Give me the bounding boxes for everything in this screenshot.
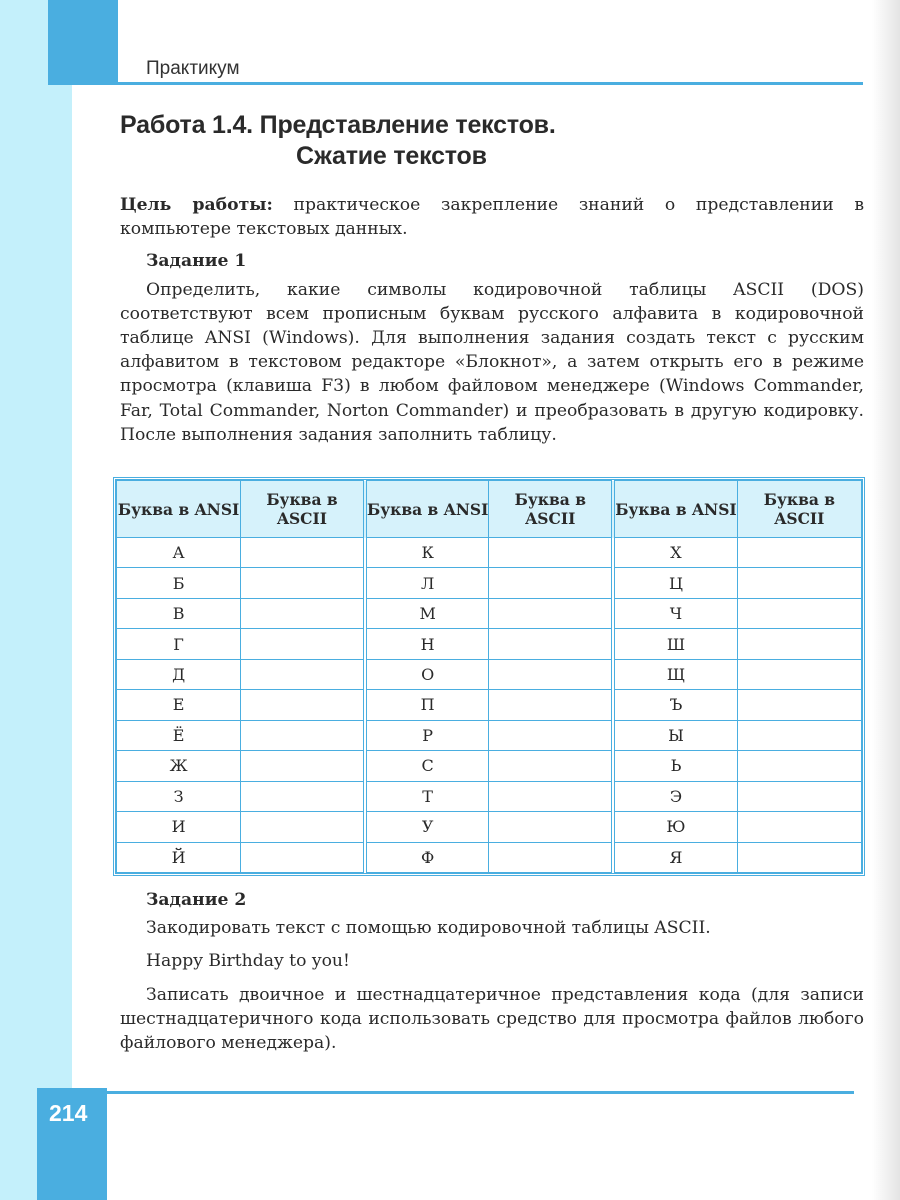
title-line-1: Работа 1.4. Представление текстов. [120, 111, 556, 139]
col-header-ansi: Буква в ANSI [365, 481, 489, 538]
ascii-cell[interactable] [489, 781, 613, 811]
ansi-letter-cell: Ы [613, 720, 737, 750]
col-header-ansi: Буква в ANSI [117, 481, 241, 538]
table-row [117, 720, 862, 750]
table-row [117, 781, 862, 811]
page-title [120, 110, 556, 172]
ascii-cell[interactable] [737, 568, 861, 598]
table-row [117, 690, 862, 720]
ascii-cell[interactable] [489, 538, 613, 568]
ansi-letter-cell: О [365, 659, 489, 689]
ansi-letter-cell: П [365, 690, 489, 720]
table-row [117, 812, 862, 842]
ansi-letter-cell: Я [613, 842, 737, 872]
ansi-letter-cell: Ъ [613, 690, 737, 720]
ascii-cell[interactable] [489, 690, 613, 720]
ascii-cell[interactable] [737, 659, 861, 689]
ascii-cell[interactable] [489, 598, 613, 628]
header-color-tab [48, 0, 118, 84]
ascii-cell[interactable] [737, 690, 861, 720]
ascii-cell[interactable] [241, 598, 365, 628]
ansi-letter-cell: Й [117, 842, 241, 872]
footer-rule [107, 1091, 854, 1094]
table-header-row [117, 481, 862, 538]
task2-section [120, 888, 864, 1055]
ascii-cell[interactable] [737, 598, 861, 628]
goal-paragraph [120, 193, 864, 241]
table-row [117, 538, 862, 568]
ansi-letter-cell: У [365, 812, 489, 842]
task1-text: Определить, какие символы кодировочной таблицы ASCII (DOS) соответствуют всем прописным буквам русского алфавита в кодировочной таблице ANSI (Windows). Для выполнения задания создать текст с русским алфавитом в текстовом редакторе «Блокнот», а затем открыть его в режиме просмотра (клавиша F3) в любом файловом менеджере (Windows Commander, Far, Total Commander, Norton Commander) и преобразовать в другую кодировку. После выполнения задания заполнить таблицу. [120, 279, 864, 445]
ansi-letter-cell: И [117, 812, 241, 842]
ansi-letter-cell: Л [365, 568, 489, 598]
ascii-cell[interactable] [489, 842, 613, 872]
ascii-cell[interactable] [737, 720, 861, 750]
goal-text: практическое закрепление знаний о представлении в компьютере текстовых данных. [120, 195, 864, 240]
ansi-letter-cell: Х [613, 538, 737, 568]
ansi-letter-cell: Ю [613, 812, 737, 842]
ansi-letter-cell: Ь [613, 751, 737, 781]
encoding-table-grid [116, 480, 862, 873]
ascii-cell[interactable] [489, 568, 613, 598]
col-header-ascii: Буква в ASCII [241, 481, 365, 538]
task2-heading: Задание 2 [146, 890, 247, 910]
ansi-letter-cell: М [365, 598, 489, 628]
ascii-cell[interactable] [241, 751, 365, 781]
ansi-letter-cell: В [117, 598, 241, 628]
ansi-letter-cell: Э [613, 781, 737, 811]
task1-heading: Задание 1 [146, 251, 247, 272]
ascii-cell[interactable] [241, 720, 365, 750]
ascii-cell[interactable] [737, 629, 861, 659]
ansi-letter-cell: Ч [613, 598, 737, 628]
col-header-ansi: Буква в ANSI [613, 481, 737, 538]
ansi-letter-cell: Р [365, 720, 489, 750]
ansi-letter-cell: А [117, 538, 241, 568]
ansi-letter-cell: Д [117, 659, 241, 689]
ansi-letter-cell: Т [365, 781, 489, 811]
ascii-cell[interactable] [489, 629, 613, 659]
ansi-letter-cell: Ц [613, 568, 737, 598]
ascii-cell[interactable] [241, 629, 365, 659]
ascii-cell[interactable] [241, 659, 365, 689]
ascii-cell[interactable] [241, 812, 365, 842]
ansi-letter-cell: Ф [365, 842, 489, 872]
ascii-cell[interactable] [489, 812, 613, 842]
table-row [117, 568, 862, 598]
ansi-letter-cell: С [365, 751, 489, 781]
ascii-cell[interactable] [241, 842, 365, 872]
table-row [117, 629, 862, 659]
ascii-cell[interactable] [737, 842, 861, 872]
task1-section [120, 193, 864, 447]
ansi-letter-cell: Щ [613, 659, 737, 689]
ansi-letter-cell: Ё [117, 720, 241, 750]
ansi-letter-cell: Ш [613, 629, 737, 659]
page-margin-band [0, 0, 72, 1200]
header-rule [48, 82, 863, 85]
running-head: Практикум [146, 58, 240, 79]
ansi-letter-cell: Н [365, 629, 489, 659]
ansi-letter-cell: Ж [117, 751, 241, 781]
ansi-letter-cell: К [365, 538, 489, 568]
ascii-cell[interactable] [241, 690, 365, 720]
col-header-ascii: Буква в ASCII [737, 481, 861, 538]
encoding-table [113, 477, 865, 876]
ansi-letter-cell: Б [117, 568, 241, 598]
ascii-cell[interactable] [489, 720, 613, 750]
table-row [117, 659, 862, 689]
title-line-2: Сжатие текстов [296, 142, 487, 170]
ascii-cell[interactable] [241, 538, 365, 568]
ascii-cell[interactable] [489, 751, 613, 781]
task2-sample-text: Happy Birthday to you! [146, 951, 350, 972]
table-row [117, 751, 862, 781]
page-gutter-shadow [872, 0, 900, 1200]
task2-text: Закодировать текст с помощью кодировочной таблицы ASCII. [146, 918, 711, 939]
ascii-cell[interactable] [241, 568, 365, 598]
page-number: 214 [49, 1100, 88, 1126]
table-row [117, 598, 862, 628]
ansi-letter-cell: Г [117, 629, 241, 659]
table-row [117, 842, 862, 872]
ascii-cell[interactable] [737, 812, 861, 842]
ascii-cell[interactable] [241, 781, 365, 811]
ansi-letter-cell: З [117, 781, 241, 811]
ascii-cell[interactable] [489, 659, 613, 689]
task2-instruction: Записать двоичное и шестнадцатеричное представления кода (для записи шестнадцатеричного кода использовать средство для просмотра файлов любого файлового менеджера). [120, 984, 864, 1054]
ansi-letter-cell: Е [117, 690, 241, 720]
ascii-cell[interactable] [737, 781, 861, 811]
goal-label: Цель работы: [120, 195, 273, 215]
ascii-cell[interactable] [737, 751, 861, 781]
ascii-cell[interactable] [737, 538, 861, 568]
col-header-ascii: Буква в ASCII [489, 481, 613, 538]
